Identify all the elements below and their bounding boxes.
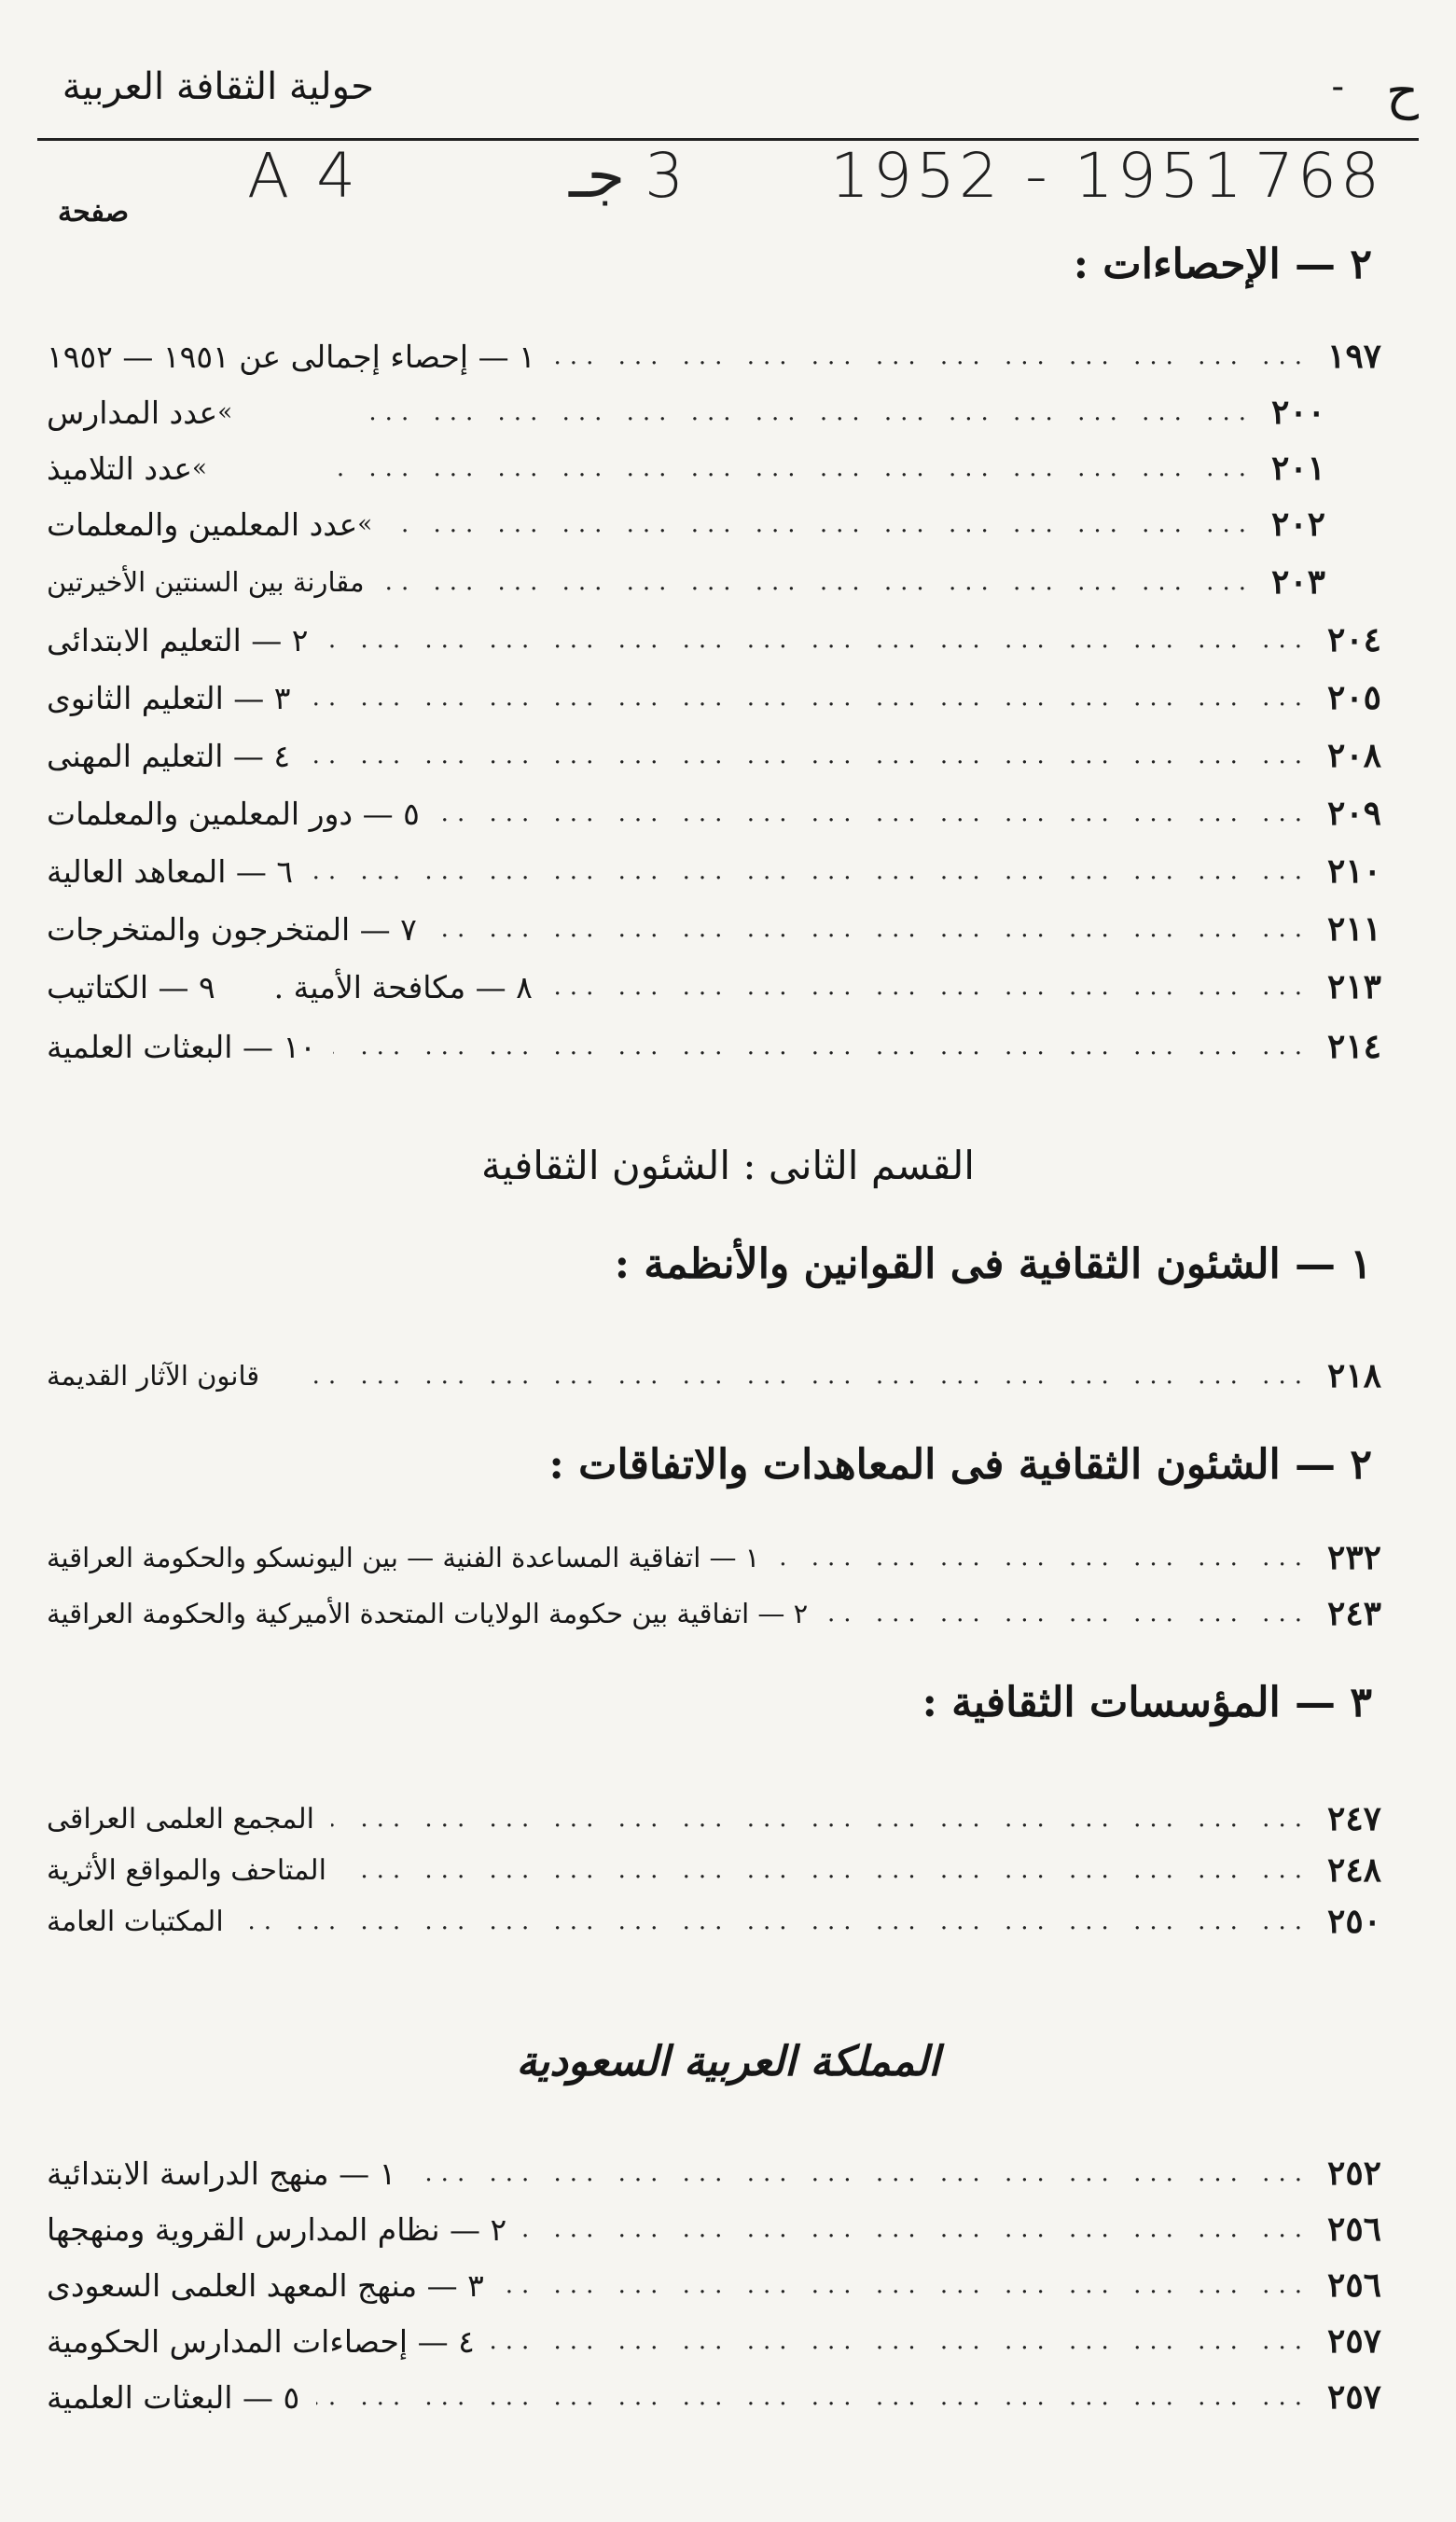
handwritten-a4: A 4 bbox=[247, 140, 360, 212]
leader-dots bbox=[501, 2271, 1310, 2299]
toc-row bbox=[47, 2313, 1381, 2369]
toc-row-label: ٥ — البعثات العلمية bbox=[47, 2378, 300, 2416]
leader-dots bbox=[437, 799, 1310, 827]
toc-row-page: ٢٥٠ bbox=[1326, 1902, 1381, 1941]
leader-dots bbox=[549, 973, 1310, 1001]
toc-row-page: ٢٠٥ bbox=[1326, 678, 1381, 717]
leader-dots bbox=[381, 568, 1255, 596]
toc-row bbox=[47, 1530, 1381, 1586]
toc-row-page: ٢٥٧ bbox=[1326, 2377, 1381, 2417]
toc-row-page: ٢١٣ bbox=[1326, 967, 1381, 1006]
leader-dots bbox=[313, 1362, 1310, 1390]
toc-row bbox=[47, 554, 1381, 610]
toc-row-page: ٢٠٨ bbox=[1326, 736, 1381, 775]
toc-row bbox=[47, 1586, 1381, 1642]
leader-dots bbox=[310, 857, 1310, 885]
toc-row-page: ٢١٠ bbox=[1326, 852, 1381, 891]
leader-dots bbox=[325, 626, 1310, 654]
toc-row-label: ٣ — التعليم الثانوى bbox=[47, 679, 291, 716]
toc-row bbox=[47, 785, 1381, 841]
toc-row-page: ٢٠٤ bbox=[1326, 620, 1381, 659]
toc-row-label: المكتبات العامة bbox=[47, 1905, 224, 1938]
toc-row bbox=[47, 901, 1381, 957]
leader-dots bbox=[492, 2327, 1310, 2355]
toc-row bbox=[47, 612, 1381, 668]
toc-row-label: ٢ — التعليم الابتدائى bbox=[47, 621, 309, 658]
toc-row-label: المجمع العلمى العراقى bbox=[47, 1802, 314, 1836]
leader-dots bbox=[412, 2159, 1310, 2187]
ditto-mark: » bbox=[217, 398, 233, 426]
leader-dots bbox=[523, 2215, 1310, 2243]
toc-row-page: ٢٠٩ bbox=[1326, 794, 1381, 833]
header-section-letter: ح bbox=[1386, 62, 1419, 120]
toc-row-page: ٢٥٧ bbox=[1326, 2321, 1381, 2361]
page-column-label: صفحة bbox=[58, 196, 130, 229]
toc-row bbox=[47, 959, 1381, 1015]
toc-row bbox=[47, 670, 1381, 726]
toc-row-page: ٢١٤ bbox=[1326, 1027, 1381, 1066]
toc-row-label: ٨ — مكافحة الأمية . ٩ — الكتاتيب bbox=[47, 968, 533, 1005]
toc-row bbox=[47, 2145, 1381, 2201]
toc-row bbox=[47, 384, 1381, 440]
section-heading-statistics: ٢ — الإحصاءات : bbox=[1073, 241, 1372, 288]
toc-row bbox=[47, 1791, 1381, 1847]
section-heading-treaties: ٢ — الشئون الثقافية فى المعاهدات والاتفاقات : bbox=[548, 1441, 1372, 1489]
toc-row-page: ٢٥٦ bbox=[1326, 2266, 1381, 2305]
toc-row-label: ١ — إحصاء إجمالى عن ١٩٥١ — ١٩٥٢ bbox=[47, 338, 535, 375]
toc-row-label: ٥ — دور المعلمين والمعلمات bbox=[47, 795, 420, 832]
saudi-section-title: المملكة العربية السعودية bbox=[516, 2038, 940, 2086]
toc-row-page: ٢٥٦ bbox=[1326, 2210, 1381, 2249]
toc-row bbox=[47, 2257, 1381, 2313]
toc-row bbox=[47, 496, 1381, 552]
toc-row-label: ١ — اتفاقية المساعدة الفنية — بين اليونسكو والحكومة العراقية bbox=[47, 1542, 760, 1573]
toc-row-label: عدد المدارس bbox=[47, 394, 218, 431]
leader-dots bbox=[307, 684, 1310, 712]
leader-dots bbox=[343, 1856, 1310, 1884]
toc-row-page: ٢٥٢ bbox=[1326, 2154, 1381, 2193]
leader-dots bbox=[825, 1600, 1310, 1628]
header-dash: - bbox=[1331, 65, 1344, 108]
toc-row-label: ١٠ — البعثات العلمية bbox=[47, 1028, 316, 1065]
toc-row bbox=[47, 1893, 1381, 1949]
toc-row-label: ٣ — منهج المعهد العلمى السعودى bbox=[47, 2266, 484, 2304]
leader-dots bbox=[776, 1544, 1310, 1572]
ditto-mark: » bbox=[192, 454, 207, 482]
section-heading-institutions: ٣ — المؤسسات الثقافية : bbox=[922, 1679, 1372, 1726]
part-two-title: القسم الثانى : الشئون الثقافية bbox=[481, 1143, 975, 1188]
toc-row bbox=[47, 728, 1381, 783]
toc-row bbox=[47, 1348, 1381, 1404]
leader-dots bbox=[331, 1805, 1310, 1833]
leader-dots bbox=[395, 510, 1255, 538]
leader-dots bbox=[552, 342, 1310, 370]
toc-row-label: ٢ — نظام المدارس القروية ومنهجها bbox=[47, 2210, 507, 2248]
toc-row-page: ٢١١ bbox=[1326, 909, 1381, 949]
toc-row-page: ٢٤٧ bbox=[1326, 1799, 1381, 1838]
handwritten-volume: 3 جـ bbox=[569, 140, 685, 212]
leader-dots bbox=[333, 1032, 1310, 1060]
toc-row bbox=[47, 2201, 1381, 2257]
toc-row-label: ٢ — اتفاقية بين حكومة الولايات المتحدة الأميركية والحكومة العراقية bbox=[47, 1598, 809, 1629]
leader-dots bbox=[316, 2383, 1310, 2411]
toc-row-page: ٢٠٢ bbox=[1270, 505, 1325, 544]
toc-row-page: ٢٤٣ bbox=[1326, 1594, 1381, 1633]
leader-dots bbox=[307, 741, 1310, 769]
toc-row-label: قانون الآثار القديمة bbox=[47, 1360, 260, 1392]
toc-row-page: ١٩٧ bbox=[1326, 337, 1381, 376]
toc-row bbox=[47, 1842, 1381, 1898]
toc-row-label: ٧ — المتخرجون والمتخرجات bbox=[47, 910, 417, 948]
handwritten-years: 1952 - 1951 bbox=[830, 140, 1246, 212]
running-header bbox=[37, 62, 1419, 121]
toc-row bbox=[47, 843, 1381, 899]
toc-row-page: ٢٤٨ bbox=[1326, 1850, 1381, 1890]
toc-row bbox=[47, 2369, 1381, 2425]
toc-row bbox=[47, 1018, 1381, 1074]
toc-row-page: ٢٣٢ bbox=[1326, 1538, 1381, 1577]
toc-row bbox=[47, 328, 1381, 384]
leader-dots bbox=[361, 398, 1255, 426]
toc-row-page: ٢١٨ bbox=[1326, 1356, 1381, 1395]
toc-row-page: ٢٠٣ bbox=[1270, 562, 1325, 602]
toc-row-label: ٦ — المعاهد العالية bbox=[47, 852, 294, 890]
header-title: حولية الثقافة العربية bbox=[62, 65, 374, 108]
toc-row bbox=[47, 440, 1381, 496]
leader-dots bbox=[241, 1907, 1310, 1935]
toc-row-label: المتاحف والمواقع الأثرية bbox=[47, 1853, 326, 1887]
toc-row-label: ٤ — إحصاءات المدارس الحكومية bbox=[47, 2322, 475, 2360]
toc-row-label: عدد المعلمين والمعلمات bbox=[47, 506, 358, 543]
toc-row-label: مقارنة بين السنتين الأخيرتين bbox=[47, 566, 365, 598]
toc-row-label: ٤ — التعليم المهنى bbox=[47, 737, 291, 774]
toc-row-label: ١ — منهج الدراسة الابتدائية bbox=[47, 2155, 396, 2192]
toc-row-label: عدد التلاميذ bbox=[47, 450, 193, 487]
handwritten-number: 768 bbox=[1255, 140, 1383, 212]
leader-dots bbox=[334, 454, 1255, 482]
toc-row-page: ٢٠٠ bbox=[1270, 393, 1325, 432]
section-heading-laws: ١ — الشئون الثقافية فى القوانين والأنظمة : bbox=[614, 1240, 1372, 1288]
leader-dots bbox=[434, 915, 1310, 943]
toc-row-page: ٢٠١ bbox=[1270, 449, 1325, 488]
ditto-mark: » bbox=[357, 510, 373, 538]
